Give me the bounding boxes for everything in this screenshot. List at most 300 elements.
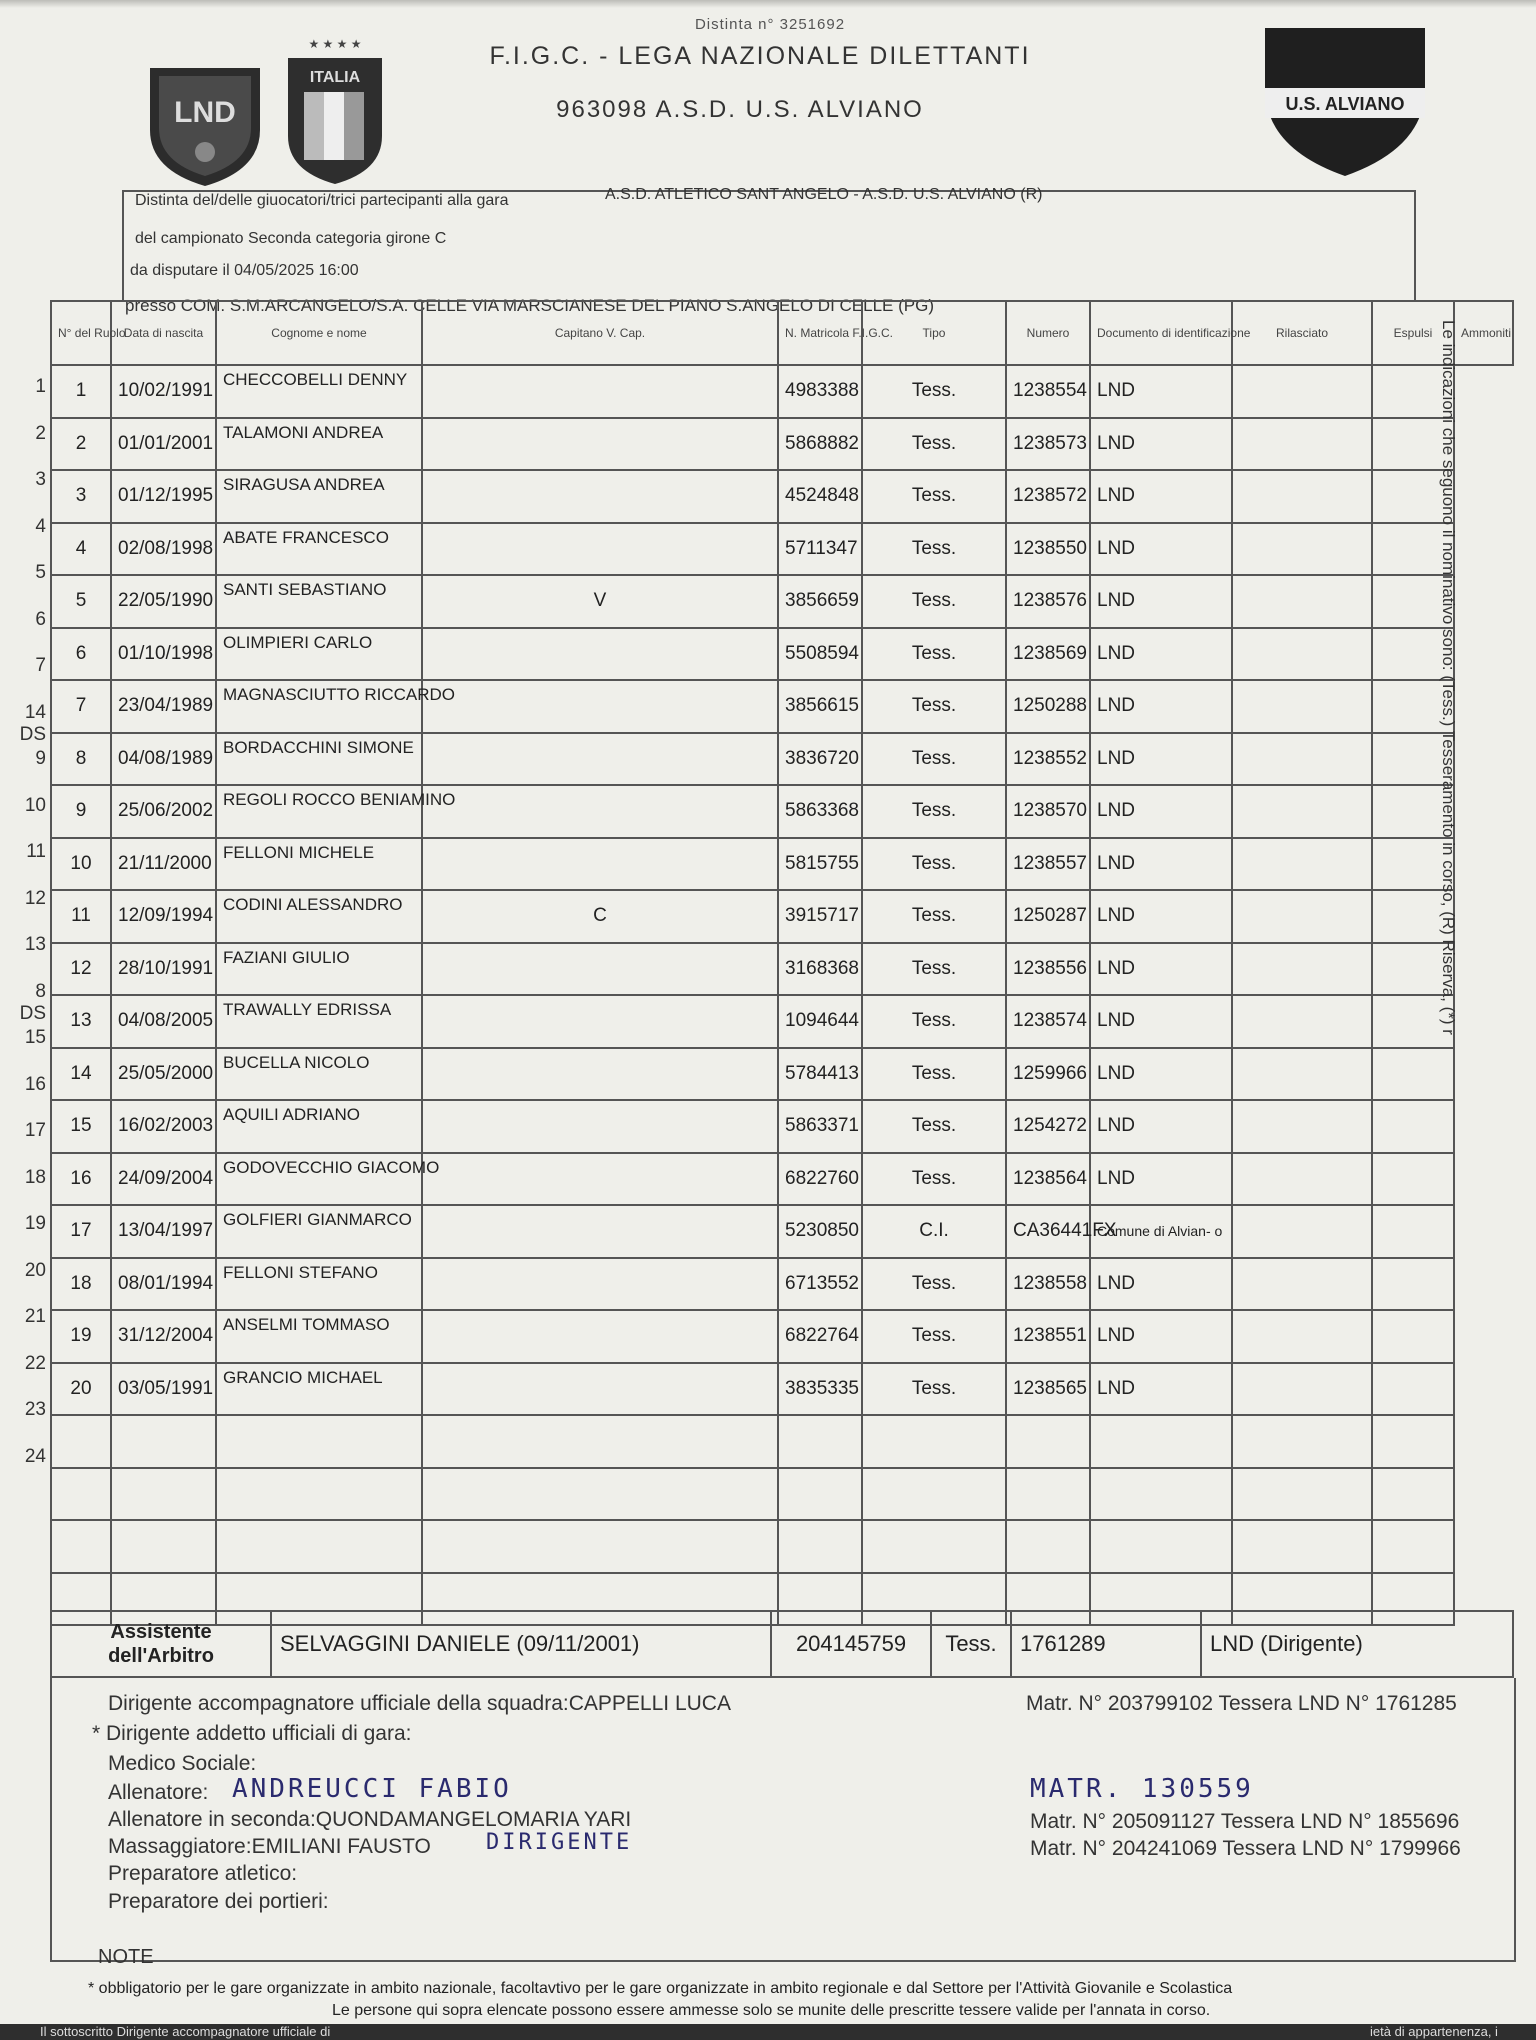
cell-nascita: 02/08/1998 <box>111 523 216 576</box>
cell-nome: MAGNASCIUTTO RICCARDO <box>216 680 422 733</box>
row-number: 19 <box>24 1213 46 1234</box>
cell-cap <box>422 1468 778 1521</box>
cell-nascita: 16/02/2003 <box>111 1100 216 1153</box>
cell-nome: OLIMPIERI CARLO <box>216 628 422 681</box>
cell-tipo: Tess. <box>862 575 1006 628</box>
championship: del campionato Seconda categoria girone C <box>135 230 447 247</box>
cell-tipo <box>862 1468 1006 1521</box>
match-venue: presso COM. S.M.ARCANGELO/S.A. CELLE VIA MARSCIANESE DEL PIANO S.ANGELO DI CELLE (PG) <box>125 296 934 315</box>
table-row <box>51 523 1513 576</box>
col-tipo: Tipo <box>862 301 1006 365</box>
cell-ruolo: 9 <box>51 785 111 838</box>
bottom-strip <box>0 2024 1536 2040</box>
cell-empty <box>1372 1258 1454 1311</box>
cell-nome: FELLONI MICHELE <box>216 838 422 891</box>
cell-nome: CODINI ALESSANDRO <box>216 890 422 943</box>
cell-empty <box>1372 1363 1454 1416</box>
cell-empty <box>1232 1258 1372 1311</box>
cell-nascita: 01/12/1995 <box>111 470 216 523</box>
cell-empty <box>1232 418 1372 471</box>
cell-empty <box>1232 890 1372 943</box>
cell-rilasciato: LND <box>1090 785 1232 838</box>
row-number: 18 <box>24 1166 46 1188</box>
cell-tipo: Tess. <box>862 1100 1006 1153</box>
cell-nascita: 03/05/1991 <box>111 1363 216 1416</box>
cell-empty <box>1372 1468 1454 1521</box>
cell-rilasciato: LND <box>1090 1153 1232 1206</box>
row-number: 11 <box>26 841 46 862</box>
cell-ruolo: 4 <box>51 523 111 576</box>
cell-matricola: 3856659 <box>778 575 862 628</box>
row-number: 7 <box>35 655 46 676</box>
cell-empty <box>1232 1048 1372 1101</box>
cell-cap <box>422 1100 778 1153</box>
cell-nascita: 21/11/2000 <box>111 838 216 891</box>
cell-cap <box>422 680 778 733</box>
col-nascita: Data di nascita <box>111 301 216 365</box>
cell-numero: 1254272 <box>1006 1100 1090 1153</box>
cell-cap <box>422 365 778 418</box>
cell-tipo <box>862 1520 1006 1573</box>
preparatore-portieri-line: Preparatore dei portieri: <box>108 1890 329 1913</box>
row-number: 24 <box>24 1445 46 1467</box>
note-dotted-line <box>175 1960 1475 1962</box>
federation-title: F.I.G.C. - LEGA NAZIONALE DILETTANTI <box>489 42 1031 70</box>
col-documento: Documento di identificazione <box>1090 301 1232 365</box>
match-date: da disputare il 04/05/2025 16:00 <box>130 262 359 279</box>
cell-empty <box>1232 1363 1372 1416</box>
cell-nascita: 04/08/1989 <box>111 733 216 786</box>
table-row <box>51 1048 1513 1101</box>
strip-right-text: ietà di appartenenza, i <box>1370 2024 1498 2039</box>
cell-rilasciato: LND <box>1090 1363 1232 1416</box>
cell-empty <box>1232 995 1372 1048</box>
table-row <box>51 1520 1513 1573</box>
cell-empty <box>1372 1310 1454 1363</box>
cell-numero: 1259966 <box>1006 1048 1090 1101</box>
cell-ruolo <box>51 1468 111 1521</box>
preparatore-line: Preparatore atletico: <box>108 1862 298 1885</box>
cell-rilasciato <box>1090 1520 1232 1573</box>
assistant-matricola: 204145759 <box>771 1611 931 1677</box>
row-number: 5 <box>35 562 46 583</box>
distinta-number: Distinta n° 3251692 <box>694 16 846 33</box>
cell-rilasciato: LND <box>1090 733 1232 786</box>
table-row <box>51 995 1513 1048</box>
cell-ruolo: 6 <box>51 628 111 681</box>
assistant-tipo: Tess. <box>931 1611 1011 1677</box>
cell-ruolo: 2 <box>51 418 111 471</box>
cell-matricola: 5863371 <box>778 1100 862 1153</box>
cell-nascita: 13/04/1997 <box>111 1205 216 1258</box>
cell-cap <box>422 1520 778 1573</box>
cell-rilasciato: LND <box>1090 575 1232 628</box>
table-row <box>51 838 1513 891</box>
cell-nascita: 28/10/1991 <box>111 943 216 996</box>
cell-cap <box>422 1363 778 1416</box>
cell-numero: 1238550 <box>1006 523 1090 576</box>
assistant-name: SELVAGGINI DANIELE (09/11/2001) <box>271 1611 771 1677</box>
cell-matricola: 5784413 <box>778 1048 862 1101</box>
row-number: 21 <box>24 1306 46 1327</box>
cell-matricola: 5711347 <box>778 523 862 576</box>
row-number: 10 <box>24 794 46 816</box>
cell-ruolo: 1 <box>51 365 111 418</box>
cell-ruolo: 3 <box>51 470 111 523</box>
allenatore-handwritten: ANDREUCCI FABIO <box>232 1774 512 1804</box>
cell-nome: GOLFIERI GIANMARCO <box>216 1205 422 1258</box>
cell-numero: 1238572 <box>1006 470 1090 523</box>
cell-tipo: Tess. <box>862 943 1006 996</box>
cell-empty <box>1232 365 1372 418</box>
cell-tipo: Tess. <box>862 1153 1006 1206</box>
cell-nome: AQUILI ADRIANO <box>216 1100 422 1153</box>
cell-empty <box>1232 1310 1372 1363</box>
cell-empty <box>1372 1415 1454 1468</box>
note-label: NOTE <box>98 1946 154 1968</box>
cell-empty <box>1232 733 1372 786</box>
cell-empty <box>1232 1205 1372 1258</box>
allenatore-line: Allenatore: <box>108 1781 209 1804</box>
cell-nome: BORDACCHINI SIMONE <box>216 733 422 786</box>
cell-empty <box>1232 1100 1372 1153</box>
cell-cap: C <box>422 890 778 943</box>
cell-numero: 1238573 <box>1006 418 1090 471</box>
cell-nome <box>216 1520 422 1573</box>
cell-ruolo <box>51 1415 111 1468</box>
cell-ruolo: 8 <box>51 733 111 786</box>
table-row <box>51 1100 1513 1153</box>
cell-ruolo <box>51 1520 111 1573</box>
massaggiatore-matr: Matr. N° 204241069 Tessera LND N° 1799966 <box>1030 1837 1461 1860</box>
row-number: 17 <box>24 1120 46 1141</box>
cell-cap <box>422 628 778 681</box>
table-row <box>51 890 1513 943</box>
cell-numero: 1238570 <box>1006 785 1090 838</box>
cell-cap <box>422 1048 778 1101</box>
medico-line: Medico Sociale: <box>108 1752 257 1775</box>
dirigente-line: Dirigente accompagnatore ufficiale della squadra:CAPPELLI LUCA <box>108 1692 731 1715</box>
row-number: 20 <box>24 1259 46 1281</box>
cell-nome: ABATE FRANCESCO <box>216 523 422 576</box>
cell-ruolo: 14 <box>51 1048 111 1101</box>
cell-cap <box>422 1258 778 1311</box>
cell-rilasciato: LND <box>1090 1310 1232 1363</box>
col-ammoniti: Ammoniti <box>1454 301 1513 365</box>
cell-empty <box>1232 628 1372 681</box>
cell-nome: CHECCOBELLI DENNY <box>216 365 422 418</box>
cell-tipo: C.I. <box>862 1205 1006 1258</box>
row-number: 22 <box>24 1352 46 1374</box>
cell-empty <box>1232 523 1372 576</box>
cell-matricola: 6822760 <box>778 1153 862 1206</box>
cell-tipo: Tess. <box>862 785 1006 838</box>
cell-rilasciato: LND <box>1090 838 1232 891</box>
col-matricola: N. Matricola F.I.G.C. <box>778 301 862 365</box>
cell-nascita <box>111 1468 216 1521</box>
footer-persone: Le persone qui sopra elencate possono essere ammesse solo se munite delle prescritte tessere valide per l'annata in corso. <box>332 2002 1211 2019</box>
cell-empty <box>1232 680 1372 733</box>
cell-nascita: 25/05/2000 <box>111 1048 216 1101</box>
assistant-rilasciato: LND (Dirigente) <box>1201 1611 1513 1677</box>
cell-nascita: 01/10/1998 <box>111 628 216 681</box>
cell-nome: ANSELMI TOMMASO <box>216 1310 422 1363</box>
cell-ruolo: 12 <box>51 943 111 996</box>
cell-nome: SANTI SEBASTIANO <box>216 575 422 628</box>
cell-numero: 1238552 <box>1006 733 1090 786</box>
allenatore2-line: Allenatore in seconda:QUONDAMANGELOMARIA YARI <box>108 1808 632 1831</box>
row-number: 6 <box>35 608 46 630</box>
table-row <box>51 1468 1513 1521</box>
cell-rilasciato: LND <box>1090 943 1232 996</box>
cell-nome: GRANCIO MICHAEL <box>216 1363 422 1416</box>
cell-rilasciato: LND <box>1090 418 1232 471</box>
cell-nome: TALAMONI ANDREA <box>216 418 422 471</box>
cell-matricola <box>778 1468 862 1521</box>
cell-matricola: 3168368 <box>778 943 862 996</box>
cell-numero: 1238557 <box>1006 838 1090 891</box>
cell-ruolo: 18 <box>51 1258 111 1311</box>
row-number: 8 DS <box>19 980 46 1024</box>
cell-tipo: Tess. <box>862 628 1006 681</box>
cell-tipo: Tess. <box>862 680 1006 733</box>
cell-matricola: 1094644 <box>778 995 862 1048</box>
table-row <box>51 575 1513 628</box>
cell-matricola: 3835335 <box>778 1363 862 1416</box>
cell-tipo: Tess. <box>862 733 1006 786</box>
cell-empty <box>1232 575 1372 628</box>
cell-nome <box>216 1468 422 1521</box>
row-number: 3 <box>35 469 46 490</box>
row-number: 12 <box>24 887 46 909</box>
lnd-logo-text: LND <box>174 96 236 129</box>
cell-tipo: Tess. <box>862 470 1006 523</box>
row-number: 15 <box>24 1027 46 1048</box>
massaggiatore-line: Massaggiatore:EMILIANI FAUSTO <box>108 1835 431 1858</box>
assistant-label: Assistente dell'Arbitro <box>51 1611 271 1677</box>
cell-cap <box>422 733 778 786</box>
cell-nascita: 23/04/1989 <box>111 680 216 733</box>
cell-nascita: 31/12/2004 <box>111 1310 216 1363</box>
table-row <box>51 1415 1513 1468</box>
club-logo-text: U.S. ALVIANO <box>1285 94 1405 114</box>
col-espulsi: Espulsi <box>1372 301 1454 365</box>
cell-tipo: Tess. <box>862 523 1006 576</box>
cell-tipo: Tess. <box>862 1258 1006 1311</box>
cell-cap <box>422 943 778 996</box>
table-row <box>51 785 1513 838</box>
cell-empty <box>1232 1520 1372 1573</box>
top-shadow <box>0 0 1536 8</box>
cell-ruolo: 13 <box>51 995 111 1048</box>
cell-rilasciato: LND <box>1090 680 1232 733</box>
allenatore-matr-handwritten: MATR. 130559 <box>1030 1774 1254 1804</box>
cell-numero: CA36441FX <box>1006 1205 1090 1258</box>
row-number: 14 DS <box>19 701 46 745</box>
row-number: 13 <box>24 934 46 955</box>
footer-obbligatorio: * obbligatorio per le gare organizzate in ambito nazionale, facoltavtivo per le gare organizzate in ambito regionale e dal Settore per l'Attività Giovanile e Scolastica <box>88 1980 1233 1997</box>
cell-tipo: Tess. <box>862 890 1006 943</box>
cell-rilasciato <box>1090 1415 1232 1468</box>
dirigente-matr: Matr. N° 203799102 Tessera LND N° 1761285 <box>1026 1692 1457 1715</box>
cell-cap <box>422 838 778 891</box>
cell-empty <box>1232 470 1372 523</box>
cell-rilasciato: LND <box>1090 628 1232 681</box>
cell-tipo <box>862 1415 1006 1468</box>
player-table <box>50 300 1514 1626</box>
cell-matricola: 6822764 <box>778 1310 862 1363</box>
cell-matricola: 3915717 <box>778 890 862 943</box>
allenatore2-matr: Matr. N° 205091127 Tessera LND N° 1855696 <box>1030 1810 1460 1833</box>
cell-ruolo: 11 <box>51 890 111 943</box>
svg-text:★ ★ ★ ★: ★ ★ ★ ★ <box>308 37 362 51</box>
cell-ruolo: 17 <box>51 1205 111 1258</box>
cell-matricola: 6713552 <box>778 1258 862 1311</box>
cell-empty <box>1232 943 1372 996</box>
cell-cap <box>422 785 778 838</box>
cell-tipo: Tess. <box>862 1048 1006 1101</box>
cell-nascita: 22/05/1990 <box>111 575 216 628</box>
cell-cap <box>422 1415 778 1468</box>
lnd-logo <box>145 60 265 190</box>
italia-logo-text: ITALIA <box>309 69 361 86</box>
cell-numero: 1238576 <box>1006 575 1090 628</box>
cell-rilasciato: LND <box>1090 365 1232 418</box>
cell-nascita <box>111 1415 216 1468</box>
cell-numero: 1238574 <box>1006 995 1090 1048</box>
club-title: 963098 A.S.D. U.S. ALVIANO <box>556 96 924 123</box>
cell-cap <box>422 470 778 523</box>
row-number: 2 <box>35 422 46 444</box>
cell-empty <box>1232 785 1372 838</box>
cell-ruolo: 5 <box>51 575 111 628</box>
cell-matricola: 3856615 <box>778 680 862 733</box>
cell-tipo: Tess. <box>862 1310 1006 1363</box>
cell-nascita: 25/06/2002 <box>111 785 216 838</box>
cell-empty <box>1232 1415 1372 1468</box>
cell-ruolo: 19 <box>51 1310 111 1363</box>
cell-nome <box>216 1415 422 1468</box>
cell-nome: GODOVECCHIO GIACOMO <box>216 1153 422 1206</box>
row-number: 1 <box>35 376 46 397</box>
cell-empty <box>1232 838 1372 891</box>
cell-nascita: 08/01/1994 <box>111 1258 216 1311</box>
cell-numero: 1238554 <box>1006 365 1090 418</box>
cell-nascita: 10/02/1991 <box>111 365 216 418</box>
cell-rilasciato: LND <box>1090 890 1232 943</box>
side-legend: Le indicazioni che seguono il nominativo sono: (Tess.) Tesseramento in corso, (R) Riserva, (*) r <box>1439 320 1458 1035</box>
cell-tipo: Tess. <box>862 838 1006 891</box>
cell-numero: 1238558 <box>1006 1258 1090 1311</box>
table-row <box>51 1258 1513 1311</box>
cell-rilasciato: LND <box>1090 1258 1232 1311</box>
cell-cap <box>422 418 778 471</box>
cell-nome: REGOLI ROCCO BENIAMINO <box>216 785 422 838</box>
cell-tipo: Tess. <box>862 995 1006 1048</box>
addetto-line: * Dirigente addetto ufficiali di gara: <box>92 1722 412 1745</box>
massaggiatore-handwritten: DIRIGENTE <box>486 1830 633 1855</box>
cell-cap <box>422 1310 778 1363</box>
cell-matricola: 5508594 <box>778 628 862 681</box>
cell-nome: FAZIANI GIULIO <box>216 943 422 996</box>
table-row <box>51 1153 1513 1206</box>
cell-empty <box>1232 1153 1372 1206</box>
cell-matricola <box>778 1520 862 1573</box>
cell-ruolo: 10 <box>51 838 111 891</box>
assistant-row <box>51 1611 1513 1677</box>
col-numero: Numero <box>1006 301 1090 365</box>
cell-matricola: 5868882 <box>778 418 862 471</box>
col-nome: Cognome e nome <box>216 301 422 365</box>
cell-empty <box>1232 1468 1372 1521</box>
cell-numero <box>1006 1415 1090 1468</box>
cell-matricola: 4524848 <box>778 470 862 523</box>
cell-nascita: 04/08/2005 <box>111 995 216 1048</box>
cell-numero: 1238569 <box>1006 628 1090 681</box>
table-header-row <box>51 301 1513 365</box>
cell-rilasciato: Comune di Alvian- o <box>1090 1205 1232 1258</box>
cell-rilasciato: LND <box>1090 1100 1232 1153</box>
cell-numero <box>1006 1468 1090 1521</box>
cell-ruolo: 15 <box>51 1100 111 1153</box>
table-row <box>51 680 1513 733</box>
cell-matricola: 5863368 <box>778 785 862 838</box>
table-row <box>51 1310 1513 1363</box>
cell-rilasciato: LND <box>1090 1048 1232 1101</box>
cell-cap <box>422 995 778 1048</box>
row-number: 9 <box>35 748 46 769</box>
table-row <box>51 733 1513 786</box>
cell-nascita <box>111 1520 216 1573</box>
row-number: 16 <box>24 1073 46 1095</box>
table-row <box>51 418 1513 471</box>
italia-logo <box>280 36 390 186</box>
cell-ruolo: 20 <box>51 1363 111 1416</box>
col-ruolo: N° del Ruolo <box>51 301 111 365</box>
cell-cap <box>422 1153 778 1206</box>
match-label: Distinta del/delle giuocatori/trici partecipanti alla gara <box>135 192 509 209</box>
assistant-table <box>50 1610 1514 1678</box>
cell-rilasciato: LND <box>1090 470 1232 523</box>
cell-numero: 1238565 <box>1006 1363 1090 1416</box>
table-row <box>51 628 1513 681</box>
col-rilasciato: Rilasciato <box>1232 301 1372 365</box>
cell-numero: 1250287 <box>1006 890 1090 943</box>
cell-nascita: 12/09/1994 <box>111 890 216 943</box>
cell-numero: 1238564 <box>1006 1153 1090 1206</box>
cell-ruolo: 7 <box>51 680 111 733</box>
cell-nome: TRAWALLY EDRISSA <box>216 995 422 1048</box>
match-value: A.S.D. ATLETICO SANT ANGELO - A.S.D. U.S. ALVIANO (R) <box>605 186 1043 203</box>
cell-nascita: 24/09/2004 <box>111 1153 216 1206</box>
cell-matricola: 3836720 <box>778 733 862 786</box>
cell-matricola: 5230850 <box>778 1205 862 1258</box>
cell-cap: V <box>422 575 778 628</box>
cell-nome: FELLONI STEFANO <box>216 1258 422 1311</box>
cell-cap <box>422 523 778 576</box>
cell-matricola: 4983388 <box>778 365 862 418</box>
table-row <box>51 1205 1513 1258</box>
assistant-numero: 1761289 <box>1011 1611 1201 1677</box>
cell-tipo: Tess. <box>862 365 1006 418</box>
col-capitano: Capitano V. Cap. <box>422 301 778 365</box>
cell-numero: 1238556 <box>1006 943 1090 996</box>
cell-tipo: Tess. <box>862 1363 1006 1416</box>
cell-rilasciato: LND <box>1090 523 1232 576</box>
cell-empty <box>1372 1520 1454 1573</box>
cell-cap <box>422 1205 778 1258</box>
row-number: 23 <box>24 1399 46 1420</box>
